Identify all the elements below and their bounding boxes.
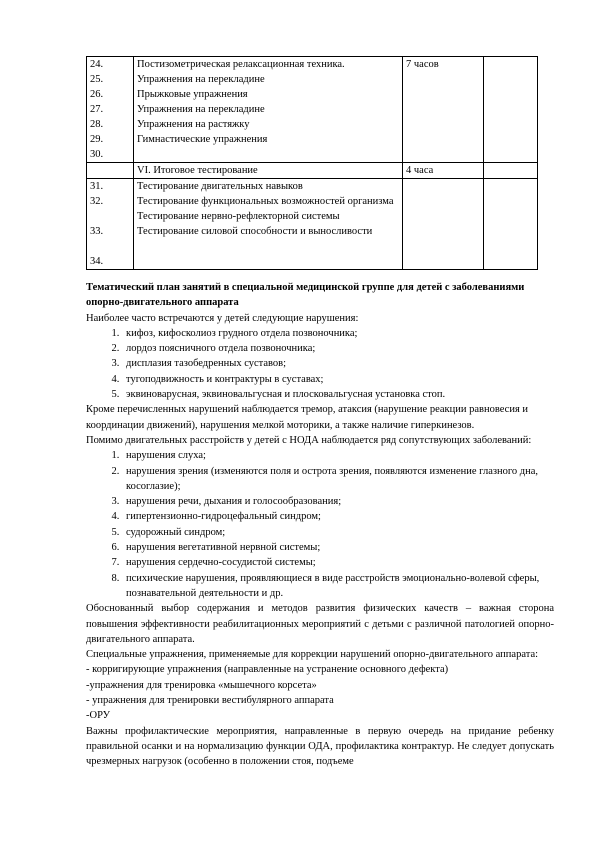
paragraph: Кроме перечисленных нарушений наблюдается тремор, атаксия (нарушение реакции равновесия и координации движений), нарушения мелкой моторики, а также наличие гиперкинезов. <box>86 404 529 431</box>
lesson-numbers-cell <box>87 179 134 270</box>
lesson-number: 29. <box>90 134 104 145</box>
empty-cell <box>484 57 538 163</box>
list-item: 5. эквиноварусная, эквиновальгусная и плосковальгусная установка стоп. <box>122 387 554 402</box>
list-item: 4. гипертензионно-гидроцефальный синдром; <box>122 509 554 524</box>
lesson-topics-cell <box>134 57 403 163</box>
lesson-number: 24. <box>90 59 104 70</box>
empty-cell <box>484 163 538 179</box>
list-item: 2. лордоз поясничного отдела позвоночника; <box>122 341 554 356</box>
list-item: 7. нарушения сердечно-сосудистой системы; <box>122 555 554 570</box>
lesson-topics-cell <box>134 179 403 270</box>
lesson-number <box>90 209 130 224</box>
list-item: 1. кифоз, кифосколиоз грудного отдела позвоночника; <box>122 326 554 341</box>
lesson-topic: Гимнастические упражнения <box>137 134 268 145</box>
dash-item: -ОРУ <box>86 710 111 722</box>
table-row <box>87 57 538 163</box>
lesson-topic: Упражнения на перекладине <box>137 74 265 85</box>
table-row <box>87 179 538 270</box>
list-item: 5. судорожный синдром; <box>122 525 554 540</box>
disorders-list <box>86 326 554 402</box>
paragraph: Важны профилактические мероприятия, направленные в первую очередь на придание ребенку правильной осанки и на нормализацию функции ОДА, профилактика контрактур. Не следует допускать чрезмерных нагрузок (особенно в положении стоя, подъеме <box>86 725 554 768</box>
hours-cell: 4 часа <box>403 163 484 179</box>
lesson-topic: Постизометрическая релаксационная техника. <box>137 59 345 70</box>
body-text <box>86 280 554 770</box>
section-heading: Тематический план занятий в специальной медицинской группе для детей с заболеваниями опорно-двигательного аппарата <box>86 282 525 309</box>
lesson-number: 28. <box>90 119 104 130</box>
table-row <box>87 163 538 179</box>
lesson-topic: Тестирование функциональных возможностей организма <box>137 196 394 207</box>
lesson-topic: Тестирование нервно-рефлекторной системы <box>137 211 340 222</box>
paragraph: Специальные упражнения, применяемые для коррекции нарушений опорно-двигательного аппарата: <box>86 649 539 661</box>
lesson-topic: Упражнения на перекладине <box>137 104 265 115</box>
lesson-number: 32. <box>90 196 104 207</box>
comorbidities-list <box>86 448 554 601</box>
list-item: 3. нарушения речи, дыхания и голосообразования; <box>122 494 554 509</box>
lesson-number: 34. <box>90 256 104 267</box>
empty-cell <box>403 179 484 270</box>
list-item: 4. тугоподвижность и контрактуры в суставах; <box>122 372 554 387</box>
empty-cell <box>87 163 134 179</box>
list-item: 6. нарушения вегетативной нервной системы; <box>122 540 554 555</box>
list-item: 3. дисплазия тазобедренных суставов; <box>122 356 554 371</box>
paragraph: Обоснованный выбор содержания и методов развития физических качеств – важная сторона повышения эффективности реабилитационных мероприятий с детьми с различной патологией опорно-двигательного аппарата. <box>86 603 554 645</box>
lesson-number <box>90 239 130 254</box>
dash-item: -упражнения для тренировка «мышечного корсета» <box>86 679 317 691</box>
hours-cell: 7 часов <box>403 57 484 163</box>
list-item: 2. нарушения зрения (изменяются поля и острота зрения, появляются изменение глазного дна, косоглазие); <box>122 464 554 495</box>
list-item: 1. нарушения слуха; <box>122 448 554 463</box>
lesson-topic: Тестирование двигательных навыков <box>137 181 303 192</box>
lesson-number: 26. <box>90 89 104 100</box>
section-title-cell: VI. Итоговое тестирование <box>134 163 403 179</box>
lesson-number: 25. <box>90 74 104 85</box>
lesson-topic: Прыжковые упражнения <box>137 89 248 100</box>
lesson-number: 33. <box>90 226 104 237</box>
dash-item: - корригирующие упражнения (направленные на устранение основного дефекта) <box>86 664 449 676</box>
lesson-number: 31. <box>90 181 104 192</box>
lesson-topic: Тестирование силовой способности и выносливости <box>137 226 373 237</box>
lesson-topic: Упражнения на растяжку <box>137 119 250 130</box>
dash-item: - упражнения для тренировки вестибулярного аппарата <box>86 695 334 707</box>
lesson-number: 27. <box>90 104 104 115</box>
list-item: 8. психические нарушения, проявляющиеся в виде расстройств эмоционально-волевой сферы, познавательной деятельности и др. <box>122 571 554 602</box>
lesson-numbers-cell <box>87 57 134 163</box>
lesson-number: 30. <box>90 149 104 160</box>
lesson-plan-table <box>86 56 538 270</box>
intro-paragraph: Наиболее часто встречаются у детей следующие нарушения: <box>86 312 359 324</box>
paragraph: Помимо двигательных расстройств у детей с НОДА наблюдается ряд сопутствующих заболеваний: <box>86 434 532 446</box>
empty-cell <box>484 179 538 270</box>
